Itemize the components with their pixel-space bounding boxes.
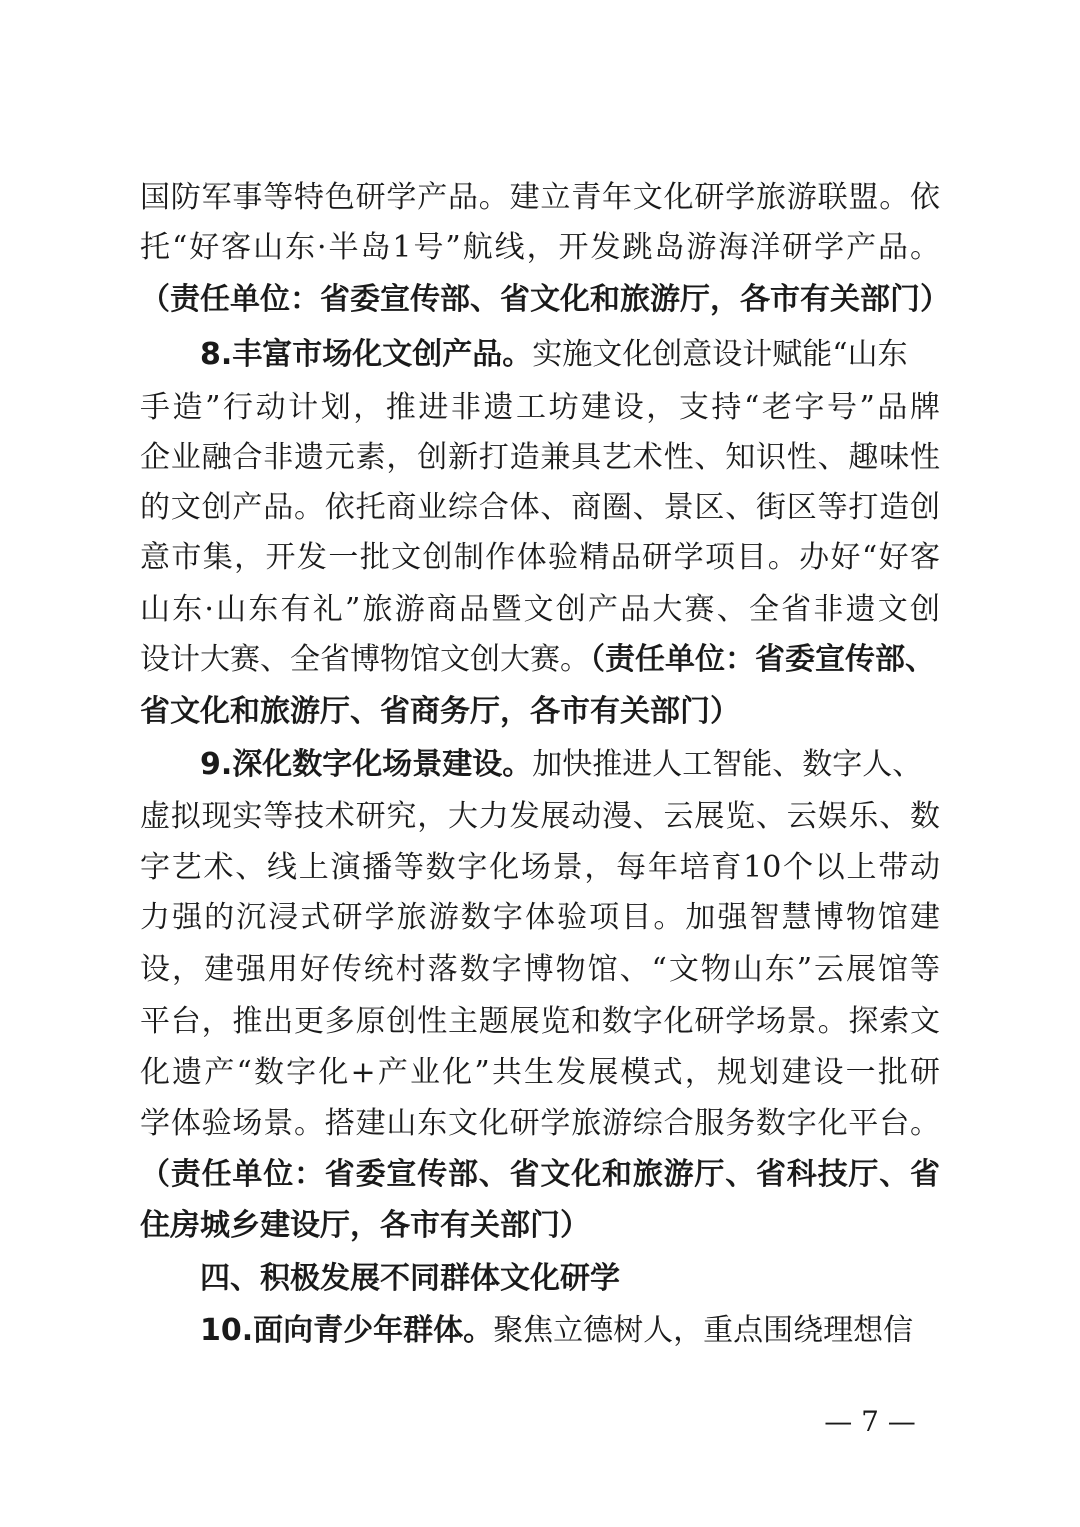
item-8-text: 实施文化创意设计赋能“山东	[532, 337, 908, 372]
item-8-heading: 8.丰富市场化文创产品。	[200, 337, 533, 372]
mixed-line	[140, 640, 940, 680]
text-line: 托“好客山东·半岛1号”航线，开发跳岛游海洋研学产品。	[140, 230, 940, 265]
item-10-heading: 10.面向青少年群体。	[200, 1313, 494, 1348]
text-line: 字艺术、线上演播等数字化场景，每年培育10个以上带动	[140, 850, 940, 885]
responsibility-line: （责任单位：省委宣传部、省文化和旅游厅，各市有关部门）	[140, 282, 950, 317]
text-line: 平台，推出更多原创性主题展览和数字化研学场景。探索文	[140, 1004, 940, 1039]
text-line: 国防军事等特色研学产品。建立青年文化研学旅游联盟。依	[140, 180, 940, 215]
text-line: 手造”行动计划，推进非遗工坊建设，支持“老字号”品牌	[140, 390, 940, 425]
page-number: — 7 —	[824, 1405, 916, 1438]
item-9-heading: 9.深化数字化场景建设。	[200, 747, 533, 782]
item-10-text: 聚焦立德树人，重点围绕理想信	[493, 1313, 914, 1348]
text-line: 设，建强用好传统村落数字博物馆、“文物山东”云展馆等	[140, 952, 940, 987]
text-line: 虚拟现实等技术研究，大力发展动漫、云展览、云娱乐、数	[140, 799, 940, 834]
responsibility-line: 住房城乡建设厅，各市有关部门）	[140, 1208, 590, 1243]
text-segment: 设计大赛、全省博物馆文创大赛。	[140, 642, 590, 677]
responsibility-line: 省文化和旅游厅、省商务厅，各市有关部门）	[140, 694, 740, 729]
text-line: 企业融合非遗元素，创新打造兼具艺术性、知识性、趣味性	[140, 440, 940, 475]
responsibility-line: （责任单位：省委宣传部、省文化和旅游厅、省科技厅、省	[140, 1157, 940, 1192]
item-8-line	[200, 335, 940, 375]
text-line: 意市集，开发一批文创制作体验精品研学项目。办好“好客	[140, 540, 940, 575]
text-line: 山东·山东有礼”旅游商品暨文创产品大赛、全省非遗文创	[140, 592, 940, 627]
item-9-text: 加快推进人工智能、数字人、	[532, 747, 923, 782]
text-line: 力强的沉浸式研学旅游数字体验项目。加强智慧博物馆建	[140, 900, 940, 935]
responsibility-segment: （责任单位：省委宣传部、	[590, 642, 935, 677]
text-line: 化遗产“数字化+产业化”共生发展模式，规划建设一批研	[140, 1055, 940, 1090]
item-10-line	[200, 1311, 940, 1351]
section-heading: 四、积极发展不同群体文化研学	[200, 1261, 620, 1296]
item-9-line	[200, 745, 940, 785]
text-line: 的文创产品。依托商业综合体、商圈、景区、街区等打造创	[140, 490, 940, 525]
text-line: 学体验场景。搭建山东文化研学旅游综合服务数字化平台。	[140, 1106, 940, 1141]
